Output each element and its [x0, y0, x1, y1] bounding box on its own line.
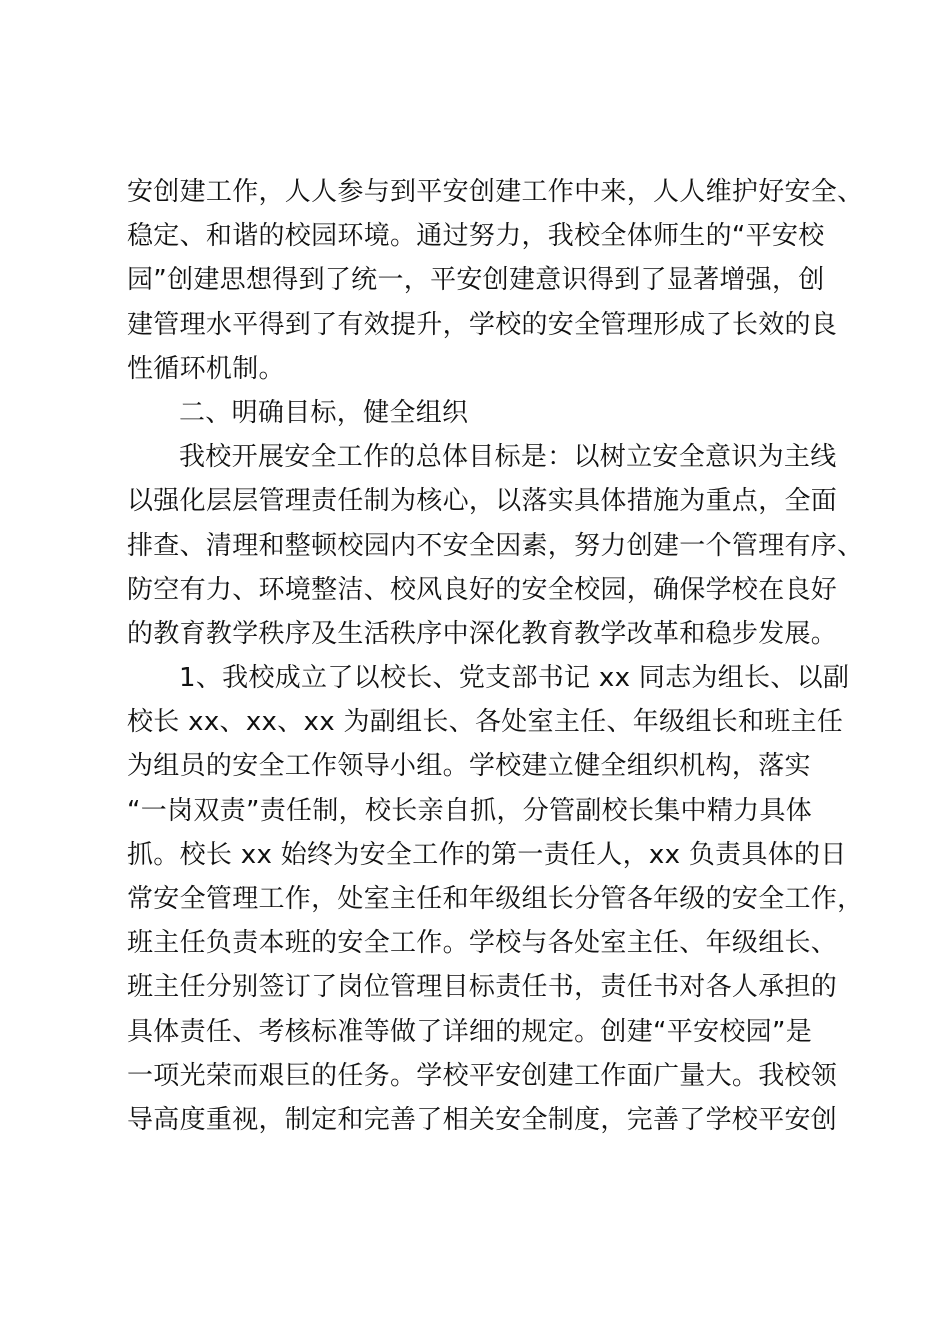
text-line: 防空有力、环境整洁、校风良好的安全校园，确保学校在良好 [127, 574, 838, 605]
text-line: 校长 xx、xx、xx 为副组长、各处室主任、年级组长和班主任 [127, 707, 844, 738]
text-line: 常安全管理工作，处室主任和年级组长分管各年级的安全工作， [127, 884, 864, 914]
text-line: 安创建工作，人人参与到平安创建工作中来，人人维护好安全、 [127, 177, 864, 207]
text-line: 园”创建思想得到了统一，平安创建意识得到了显著增强，创 [127, 265, 825, 296]
section-heading: 二、明确目标，健全组织 [179, 397, 469, 428]
text-line: “一岗双责”责任制，校长亲自抓，分管副校长集中精力具体 [127, 795, 813, 826]
text-line: 班主任负责本班的安全工作。学校与各处室主任、年级组长、 [127, 928, 838, 959]
text-line: 性循环机制。 [127, 353, 285, 384]
text-line: 班主任分别签订了岗位管理目标责任书，责任书对各人承担的 [127, 972, 838, 1003]
text-line: 具体责任、考核标准等做了详细的规定。创建“平安校园”是 [127, 1016, 813, 1047]
text-line: 以强化层层管理责任制为核心，以落实具体措施为重点，全面 [127, 486, 838, 517]
body-text [127, 170, 864, 1142]
text-line: 的教育教学秩序及生活秩序中深化教育教学改革和稳步发展。 [127, 618, 838, 649]
text-line: 排查、清理和整顿校园内不安全因素，努力创建一个管理有序、 [127, 530, 864, 561]
text-line: 一项光荣而艰巨的任务。学校平安创建工作面广量大。我校领 [127, 1060, 838, 1091]
text-line: 建管理水平得到了有效提升，学校的安全管理形成了长效的良 [127, 309, 838, 340]
text-line: 1、我校成立了以校长、党支部书记 xx 同志为组长、以副 [179, 663, 850, 694]
text-line: 我校开展安全工作的总体目标是：以树立安全意识为主线 [179, 442, 837, 473]
text-line: 导高度重视，制定和完善了相关安全制度，完善了学校平安创 [127, 1104, 838, 1135]
text-line: 抓。校长 xx 始终为安全工作的第一责任人，xx 负责具体的日 [127, 839, 847, 870]
text-line: 稳定、和谐的校园环境。通过努力，我校全体师生的“平安校 [127, 221, 825, 252]
text-line: 为组员的安全工作领导小组。学校建立健全组织机构，落实 [127, 751, 811, 782]
